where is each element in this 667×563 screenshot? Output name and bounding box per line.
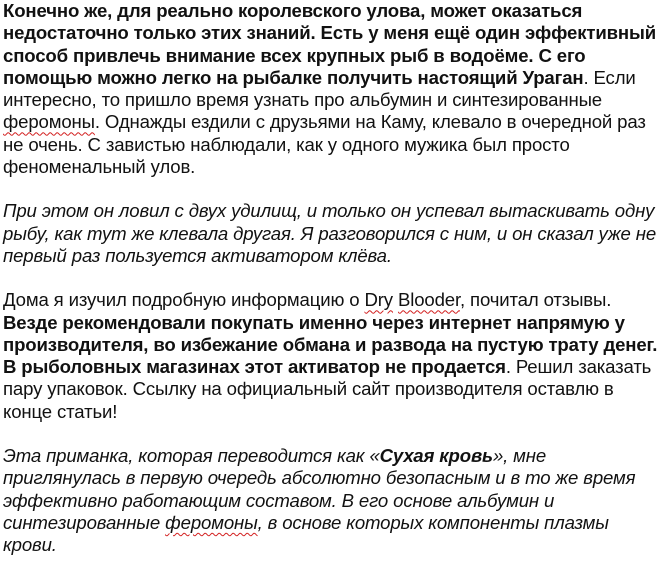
document-body (3, 0, 665, 557)
text-run: . Решил заказать пару упаковок. Ссылку на официальный сайт производителя оставлю в конце статьи! (3, 356, 652, 422)
paragraph-2 (3, 200, 665, 267)
text-run: , в основе которых компоненты плазмы крови. (3, 511, 609, 556)
text-run: Конечно же, для реально королевского улова, может оказаться недостаточно только этих знаний. Есть у меня ещё один эффективный способ привлечь внимание всех крупных рыб в водоёме. С его помощью можно легко на рыбалке получить настоящий Ураган (3, 0, 657, 88)
misspelled-word[interactable]: Blooder (397, 289, 460, 311)
misspelled-word[interactable]: феромоны (165, 511, 258, 533)
paragraph-1 (3, 0, 665, 178)
text-run: Сухая кровь (379, 445, 493, 467)
text-run: Везде рекомендовали покупать именно через интернет напрямую у производителя, во избежание обмана и развода на пустую трату денег. В рыболовных магазинах этот активатор не продается (3, 311, 658, 378)
paragraph-4 (3, 445, 665, 556)
text-run: Эта приманка, которая переводится как « (3, 445, 380, 467)
misspelled-word[interactable]: Dry (364, 289, 393, 311)
text-run: », мне приглянулась в первую очередь абсолютно безопасным и в то же время эффективно работающим составом. В его основе альбумин и синтезированные (3, 445, 636, 533)
text-run: . Если интересно, то пришло время узнать про альбумин и синтезированные (3, 66, 636, 111)
text-run: При этом он ловил с двух удилищ, и только он успевал вытаскивать одну рыбу, как тут же клевала другая. Я разговорился с ним, и он сказал уже не первый раз пользуется активатором клёва. (3, 200, 657, 266)
text-run: . Однажды ездили с друзьями на Каму, клевало в очередной раз не очень. С завистью наблюдали, как у одного мужика был просто феноменальный улов. (3, 111, 646, 178)
misspelled-word[interactable]: феромоны (3, 111, 95, 133)
paragraph-3 (3, 289, 665, 423)
text-run: , почитал отзывы. (460, 289, 612, 311)
text-run: Дома я изучил подробную информацию о (3, 289, 365, 311)
